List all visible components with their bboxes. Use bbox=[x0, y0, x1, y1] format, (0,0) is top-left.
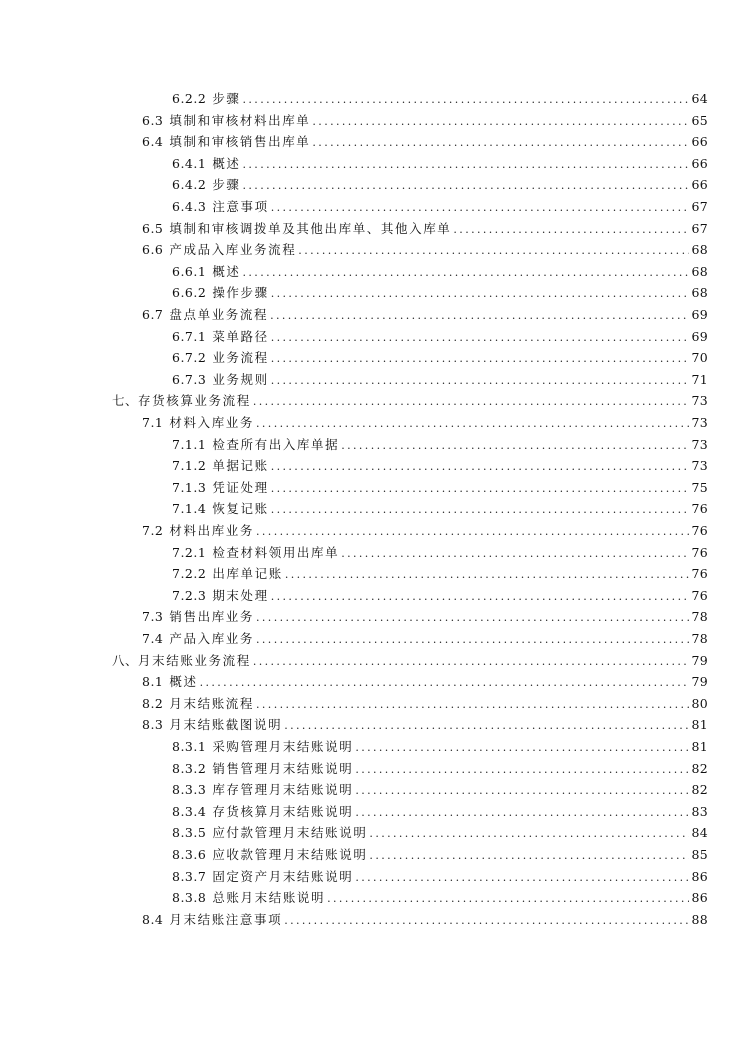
toc-entry[interactable] bbox=[172, 866, 708, 888]
toc-entry-page-number: 79 bbox=[691, 652, 708, 668]
toc-entry-page-number: 81 bbox=[691, 739, 708, 754]
toc-entry-page-number: 88 bbox=[691, 911, 708, 927]
toc-leader-dots bbox=[271, 197, 690, 219]
toc-entry-title: 月末结账流程 bbox=[169, 695, 254, 711]
toc-entry-number: 6.4.2 bbox=[172, 177, 207, 193]
toc-entry-page-number: 86 bbox=[691, 868, 708, 884]
toc-entry-number: 8.3.4 bbox=[172, 803, 207, 819]
toc-entry-page-number: 69 bbox=[691, 328, 708, 344]
toc-entry-title: 产成品入库业务流程 bbox=[169, 242, 297, 258]
toc-entry[interactable] bbox=[142, 218, 708, 240]
toc-entry-title: 应付款管理月末结账说明 bbox=[212, 825, 368, 841]
toc-entry-number: 8.4 bbox=[142, 911, 164, 927]
toc-entry-number: 8.1 bbox=[142, 674, 164, 690]
toc-entry-number: 6.6.1 bbox=[172, 263, 207, 279]
toc-entry-number: 6.4.1 bbox=[172, 155, 207, 171]
toc-leader-dots bbox=[284, 910, 689, 932]
toc-leader-dots bbox=[298, 240, 689, 262]
toc-entry-page-number: 79 bbox=[691, 674, 708, 690]
toc-entry-page-number: 68 bbox=[691, 242, 708, 258]
toc-leader-dots bbox=[271, 348, 690, 370]
toc-leader-dots bbox=[256, 607, 689, 629]
toc-entry-number: 6.3 bbox=[142, 112, 164, 128]
toc-leader-dots bbox=[355, 759, 689, 781]
toc-leader-dots bbox=[284, 715, 689, 737]
toc-entry-page-number: 66 bbox=[691, 134, 708, 150]
toc-entry-page-number: 64 bbox=[691, 91, 708, 106]
toc-entry-number: 8.3.1 bbox=[172, 739, 207, 754]
toc-entry[interactable] bbox=[172, 88, 708, 110]
toc-leader-dots bbox=[271, 456, 690, 478]
toc-leader-dots bbox=[253, 651, 690, 673]
toc-entry-page-number: 84 bbox=[691, 825, 708, 841]
toc-entry-title: 月末结账注意事项 bbox=[169, 911, 283, 927]
toc-entry-title: 业务规则 bbox=[212, 371, 269, 387]
toc-entry-page-number: 73 bbox=[691, 436, 708, 452]
toc-entry[interactable] bbox=[172, 347, 708, 369]
toc-entry[interactable] bbox=[142, 909, 708, 931]
toc-entry-number: 6.4 bbox=[142, 134, 164, 150]
toc-entry-page-number: 73 bbox=[691, 393, 708, 409]
toc-entry[interactable] bbox=[172, 153, 708, 175]
toc-entry-page-number: 67 bbox=[691, 199, 708, 214]
toc-entry-title: 固定资产月末结账说明 bbox=[212, 868, 354, 884]
toc-entry-title: 月末结账截图说明 bbox=[169, 717, 283, 733]
toc-entry-number: 8.3.5 bbox=[172, 825, 207, 841]
toc-entry-title: 期末处理 bbox=[212, 587, 269, 603]
toc-entry-number: 7.1.1 bbox=[172, 436, 207, 452]
toc-entry[interactable] bbox=[172, 822, 708, 844]
toc-entry[interactable] bbox=[172, 542, 708, 564]
toc-leader-dots bbox=[355, 737, 689, 759]
toc-entry[interactable] bbox=[172, 585, 708, 607]
toc-entry-number: 7.1.3 bbox=[172, 479, 207, 495]
toc-entry-number: 7.2.2 bbox=[172, 566, 207, 582]
toc-entry-number: 七、 bbox=[112, 393, 139, 409]
toc-entry[interactable] bbox=[142, 412, 708, 434]
toc-entry[interactable] bbox=[172, 196, 708, 218]
toc-entry[interactable] bbox=[112, 390, 708, 412]
toc-entry-number: 6.5 bbox=[142, 220, 164, 236]
toc-entry[interactable] bbox=[172, 758, 708, 780]
toc-leader-dots bbox=[369, 823, 689, 845]
toc-entry-page-number: 82 bbox=[691, 760, 708, 776]
toc-entry-number: 6.7.1 bbox=[172, 328, 207, 344]
toc-entry-title: 存货核算月末结账说明 bbox=[212, 803, 354, 819]
toc-entry-number: 7.3 bbox=[142, 609, 164, 625]
toc-leader-dots bbox=[355, 802, 689, 824]
toc-entry-page-number: 66 bbox=[691, 155, 708, 171]
toc-entry-page-number: 83 bbox=[691, 803, 708, 819]
toc-entry-page-number: 71 bbox=[691, 371, 708, 387]
toc-entry-page-number: 76 bbox=[691, 544, 708, 560]
toc-entry-title: 业务流程 bbox=[212, 350, 269, 366]
toc-entry[interactable] bbox=[142, 110, 708, 132]
toc-entry-title: 盘点单业务流程 bbox=[169, 307, 269, 322]
toc-entry-number: 7.1.4 bbox=[172, 501, 207, 517]
toc-entry-title: 存货核算业务流程 bbox=[138, 393, 251, 409]
toc-entry-title: 出库单记账 bbox=[212, 566, 283, 582]
toc-entry-number: 8.3.6 bbox=[172, 847, 207, 862]
toc-entry-title: 步骤 bbox=[212, 91, 241, 106]
toc-entry[interactable] bbox=[172, 261, 708, 283]
toc-leader-dots bbox=[271, 499, 690, 521]
toc-entry-page-number: 73 bbox=[691, 458, 708, 474]
toc-entry-number: 7.1.2 bbox=[172, 458, 207, 474]
toc-leader-dots bbox=[285, 564, 690, 586]
toc-entry[interactable] bbox=[172, 434, 708, 456]
toc-entry-number: 7.1 bbox=[142, 415, 164, 430]
toc-entry-title: 单据记账 bbox=[212, 458, 269, 474]
toc-leader-dots bbox=[243, 262, 690, 284]
toc-entry-title: 填制和审核销售出库单 bbox=[169, 134, 311, 150]
toc-entry[interactable] bbox=[172, 779, 708, 801]
toc-entry[interactable] bbox=[142, 693, 708, 715]
toc-entry-title: 填制和审核材料出库单 bbox=[169, 112, 311, 128]
toc-entry-title: 步骤 bbox=[212, 177, 241, 193]
toc-entry-title: 凭证处理 bbox=[212, 479, 269, 495]
toc-entry-number: 7.2.1 bbox=[172, 544, 207, 560]
toc-entry[interactable] bbox=[172, 174, 708, 196]
toc-entry-number: 7.2 bbox=[142, 523, 164, 538]
toc-entry-number: 6.7.2 bbox=[172, 350, 207, 366]
toc-leader-dots bbox=[270, 305, 689, 327]
toc-entry[interactable] bbox=[172, 736, 708, 758]
toc-entry-number: 6.2.2 bbox=[172, 91, 207, 106]
toc-entry-page-number: 80 bbox=[691, 695, 708, 711]
toc-entry-page-number: 78 bbox=[691, 609, 708, 625]
toc-leader-dots bbox=[243, 154, 690, 176]
toc-entry[interactable] bbox=[142, 520, 708, 542]
toc-leader-dots bbox=[256, 694, 689, 716]
toc-entry-page-number: 78 bbox=[691, 631, 708, 646]
toc-entry-title: 月末结账业务流程 bbox=[138, 652, 251, 668]
toc-entry[interactable] bbox=[172, 563, 708, 585]
toc-entry-page-number: 86 bbox=[691, 890, 708, 906]
toc-entry-page-number: 66 bbox=[691, 177, 708, 193]
toc-entry-title: 概述 bbox=[169, 674, 198, 690]
toc-entry-page-number: 70 bbox=[691, 350, 708, 366]
toc-entry-page-number: 76 bbox=[691, 523, 708, 538]
toc-entry-page-number: 69 bbox=[691, 307, 708, 322]
toc-entry-page-number: 81 bbox=[691, 717, 708, 733]
toc-entry-title: 概述 bbox=[212, 263, 241, 279]
toc-leader-dots bbox=[271, 478, 690, 500]
toc-entry-number: 7.2.3 bbox=[172, 587, 207, 603]
toc-entry-number: 6.7.3 bbox=[172, 371, 207, 387]
toc-entry-page-number: 68 bbox=[691, 263, 708, 279]
toc-entry[interactable] bbox=[172, 498, 708, 520]
toc-entry[interactable] bbox=[172, 801, 708, 823]
toc-entry-title: 总账月末结账说明 bbox=[212, 890, 326, 906]
toc-entry-title: 恢复记账 bbox=[212, 501, 269, 517]
toc-entry[interactable] bbox=[142, 714, 708, 736]
toc-entry-page-number: 67 bbox=[691, 220, 708, 236]
toc-leader-dots bbox=[369, 845, 689, 867]
toc-entry-title: 材料出库业务 bbox=[169, 523, 254, 538]
toc-leader-dots bbox=[327, 888, 689, 910]
toc-leader-dots bbox=[355, 780, 689, 802]
toc-entry[interactable] bbox=[142, 606, 708, 628]
toc-entry-number: 8.3.2 bbox=[172, 760, 207, 776]
toc-leader-dots bbox=[243, 175, 690, 197]
toc-leader-dots bbox=[200, 672, 690, 694]
toc-entry-number: 8.3 bbox=[142, 717, 164, 733]
toc-entry-title: 采购管理月末结账说明 bbox=[212, 739, 354, 754]
toc-leader-dots bbox=[355, 867, 689, 889]
toc-entry-number: 6.4.3 bbox=[172, 199, 207, 214]
toc-entry-number: 6.6 bbox=[142, 242, 164, 258]
toc-entry-number: 6.7 bbox=[142, 307, 164, 322]
toc-entry-number: 八、 bbox=[112, 652, 139, 668]
toc-entry-title: 操作步骤 bbox=[212, 285, 269, 301]
toc-entry[interactable] bbox=[172, 887, 708, 909]
toc-entry-title: 菜单路径 bbox=[212, 328, 269, 344]
toc-entry-number: 8.3.3 bbox=[172, 782, 207, 798]
toc-entry-title: 概述 bbox=[212, 155, 241, 171]
toc-entry-page-number: 76 bbox=[691, 501, 708, 517]
toc-entry-page-number: 73 bbox=[691, 415, 708, 430]
toc-leader-dots bbox=[453, 219, 689, 241]
toc-leader-dots bbox=[271, 283, 690, 305]
toc-entry-number: 8.3.7 bbox=[172, 868, 207, 884]
toc-entry-title: 检查所有出入库单据 bbox=[212, 436, 340, 452]
toc-entry-title: 产品入库业务 bbox=[169, 631, 254, 646]
toc-leader-dots bbox=[271, 327, 690, 349]
toc-entry[interactable] bbox=[142, 628, 708, 650]
toc-entry-title: 注意事项 bbox=[212, 199, 269, 214]
toc-entry[interactable] bbox=[172, 369, 708, 391]
toc-entry-title: 库存管理月末结账说明 bbox=[212, 782, 354, 798]
toc-leader-dots bbox=[312, 111, 689, 133]
toc-entry[interactable] bbox=[172, 844, 708, 866]
toc-entry[interactable] bbox=[172, 282, 708, 304]
toc-entry[interactable] bbox=[142, 239, 708, 261]
toc-entry-page-number: 75 bbox=[691, 479, 708, 495]
toc-entry-title: 材料入库业务 bbox=[169, 415, 254, 430]
toc-leader-dots bbox=[256, 413, 689, 435]
toc-entry-page-number: 76 bbox=[691, 566, 708, 582]
toc-leader-dots bbox=[271, 586, 690, 608]
toc-entry-number: 6.6.2 bbox=[172, 285, 207, 301]
toc-entry[interactable] bbox=[142, 131, 708, 153]
toc-entry-page-number: 76 bbox=[691, 587, 708, 603]
toc-entry[interactable] bbox=[142, 671, 708, 693]
toc-entry[interactable] bbox=[172, 455, 708, 477]
toc-entry[interactable] bbox=[112, 650, 708, 672]
toc-leader-dots bbox=[271, 370, 690, 392]
toc-entry-title: 检查材料领用出库单 bbox=[212, 544, 340, 560]
toc-entry-title: 销售管理月末结账说明 bbox=[212, 760, 354, 776]
toc-entry-number: 8.3.8 bbox=[172, 890, 207, 906]
toc-entry-title: 应收款管理月末结账说明 bbox=[212, 847, 368, 862]
toc-leader-dots bbox=[256, 521, 689, 543]
toc-entry[interactable] bbox=[172, 326, 708, 348]
toc-entry-number: 7.4 bbox=[142, 631, 164, 646]
toc-leader-dots bbox=[341, 435, 689, 457]
toc-entry-page-number: 65 bbox=[691, 112, 708, 128]
toc-entry-page-number: 82 bbox=[691, 782, 708, 798]
toc-leader-dots bbox=[312, 132, 689, 154]
toc-entry-title: 销售出库业务 bbox=[169, 609, 254, 625]
toc-entry-page-number: 85 bbox=[691, 847, 708, 862]
toc-leader-dots bbox=[341, 543, 689, 565]
toc-entry-page-number: 68 bbox=[691, 285, 708, 301]
toc-entry[interactable] bbox=[172, 477, 708, 499]
toc-entry-number: 8.2 bbox=[142, 695, 164, 711]
toc-leader-dots bbox=[256, 629, 689, 651]
toc-entry-title: 填制和审核调拨单及其他出库单、其他入库单 bbox=[169, 220, 452, 236]
toc-leader-dots bbox=[253, 391, 690, 413]
toc-leader-dots bbox=[243, 89, 690, 111]
toc-entry[interactable] bbox=[142, 304, 708, 326]
